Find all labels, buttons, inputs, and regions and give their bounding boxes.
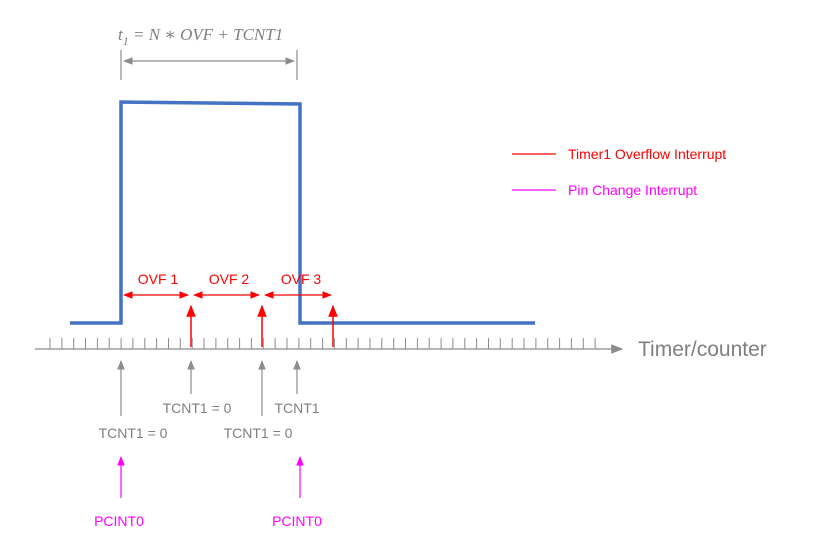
axis-label: Timer/counter — [638, 338, 767, 361]
ovf-label-1: OVF 1 — [137, 271, 179, 287]
ovf-label-2: OVF 2 — [208, 271, 250, 287]
tcnt-label-ovf1: TCNT1 = 0 — [162, 400, 232, 416]
pcint-label-2: PCINT0 — [272, 513, 322, 529]
tcnt-label-start: TCNT1 = 0 — [98, 425, 168, 441]
legend-pinchange-label: Pin Change Interrupt — [568, 182, 698, 198]
legend-overflow-label: Timer1 Overflow Interrupt — [568, 146, 727, 162]
axis-ticks — [50, 338, 595, 349]
ovf-label-3: OVF 3 — [280, 271, 322, 287]
pcint-label-1: PCINT0 — [94, 513, 144, 529]
signal-waveform — [70, 102, 535, 323]
tcnt-label-ovf2: TCNT1 = 0 — [223, 425, 293, 441]
tcnt-label-end: TCNT1 — [274, 400, 320, 416]
formula: $t_1 = N$ ∗ OVF + TCNT1 — [118, 25, 284, 48]
